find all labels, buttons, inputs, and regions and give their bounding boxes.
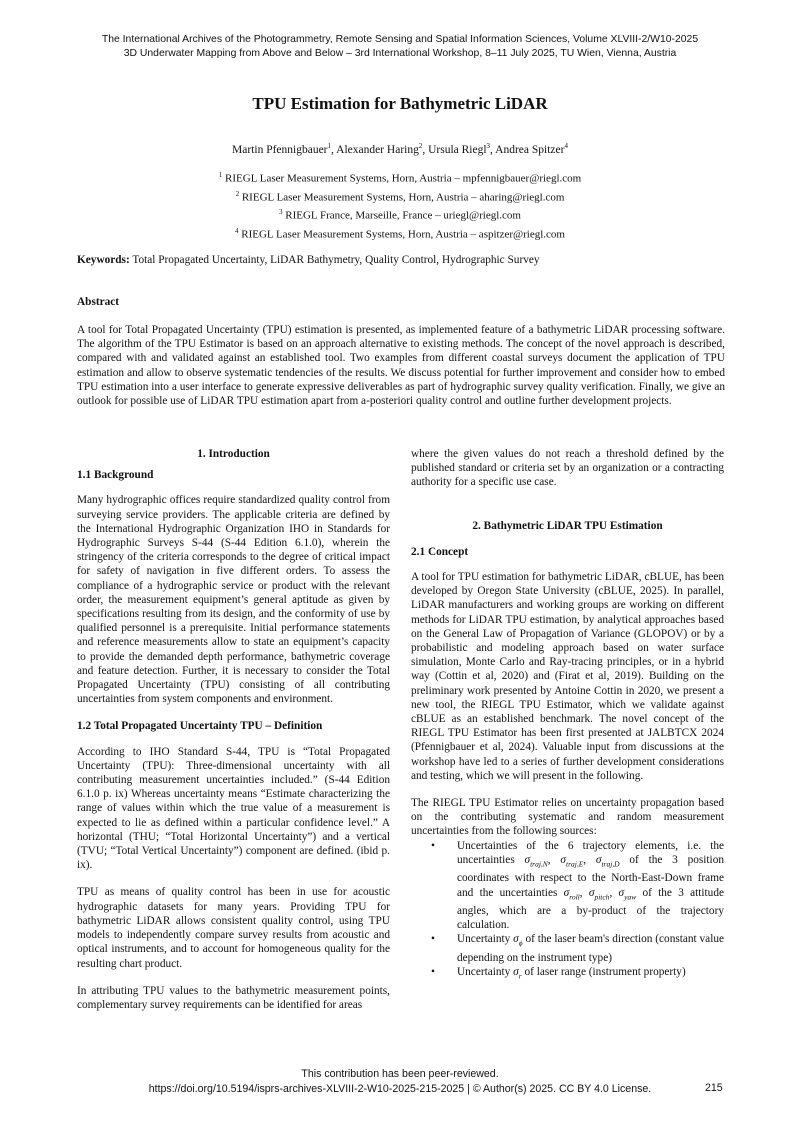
keywords-label: Keywords: — [77, 254, 130, 266]
author-sup: 1 — [327, 142, 332, 150]
header-line-2: 3D Underwater Mapping from Above and Below – 3rd International Workshop, 8–11 July 2025, TU Wien, Vienna, Austria — [123, 48, 677, 59]
bullet-text: Uncertainties of the 6 trajectory elements, i.e. the uncertainties — [457, 839, 724, 866]
keywords-text: Total Propagated Uncertainty, LiDAR Bathymetry, Quality Control, Hydrographic Survey — [132, 254, 540, 266]
subsection-heading-background: 1.1 Background — [77, 469, 154, 482]
affiliation-item — [0, 205, 800, 224]
author-list — [0, 142, 800, 156]
bullet-text: of the 3 position coordinates with respect to the North-East-Down frame and the uncertainties — [457, 853, 724, 899]
paragraph: TPU as means of quality control has been in use for acoustic hydrographic datasets for many years. Providing TPU for bathymetric LiDAR allows consistent quality control, using TPU models to independently compare survey results from acoustic and optical instruments, and to account for homogeneous quality for the resulting chart product. — [77, 886, 390, 970]
sigma-yaw: $\sigma_{yaw}$ — [618, 886, 637, 901]
author-name: Andrea Spitzer — [495, 143, 565, 156]
abstract-heading: Abstract — [77, 296, 120, 308]
sigma-phi: $\sigma_\phi$ — [513, 933, 523, 948]
author-name: Martin Pfennigbauer — [232, 143, 328, 156]
affiliation-sup: 4 — [234, 226, 239, 235]
author-sup: 3 — [486, 142, 491, 150]
bullet-text: Uncertainty — [457, 966, 511, 979]
left-column — [77, 447, 390, 1012]
bullet-trajectory-uncertainties: • Uncertainties of the 6 trajectory elements, i.e. the uncertainties $\sigma_{traj,N}$, $\sigma_{traj,E}$, $\sigma_{traj,D}$ of the 3 position coordinates with respect to the North-East-Down frame and the uncertainties $\sigma_{roll}$, $\sigma_{pitch}$, $\sigma_{yaw}$ of the 3 attitude angles, which are a by-product of the trajectory calculation. — [431, 839, 724, 932]
right-column — [411, 447, 724, 984]
running-header — [0, 33, 800, 61]
affiliation-text: RIEGL Laser Measurement Systems, Horn, Austria – mpfennigbauer@riegl.com — [225, 172, 582, 185]
author-sep: , — [331, 143, 337, 156]
subsection-heading-tpu-definition: 1.2 Total Propagated Uncertainty TPU – Definition — [77, 720, 323, 733]
abstract-text: A tool for Total Propagated Uncertainty (TPU) estimation is presented, as implemented feature of a bathymetric LiDAR processing software. The algorithm of the TPU Estimator is based on an approach alternative to existing methods. The concept of the novel approach is described, compared with and validated against an established tool. Two examples from different coastal surveys document the application of TPU estimation and allow to observe systematic tendencies of the results. We discuss potential for further improvement and consider how to embed TPU estimation into a user interface to generate expressive deliverables as part of hydrographic survey quality verification. Finally, we give an outlook for possible use of LiDAR TPU estimation apart from a-posteriori quality control and outline further development projects. — [77, 324, 725, 408]
paper-title: TPU Estimation for Bathymetric LiDAR — [252, 94, 548, 113]
sigma-traj-n: $\sigma_{traj,N}$ — [524, 853, 548, 869]
page-number: 215 — [705, 1082, 723, 1094]
doi-license-line: https://doi.org/10.5194/isprs-archives-XLVIII-2-W10-2025-215-2025 | © Author(s) 2025. CC BY 4.0 License. — [148, 1083, 652, 1095]
paragraph: In attributing TPU values to the bathymetric measurement points, complementary survey requirements can be identified for areas — [77, 984, 390, 1011]
bullet-icon: • — [431, 966, 435, 979]
sigma-roll: $\sigma_{roll}$ — [563, 886, 580, 901]
author-sep: , — [422, 143, 429, 156]
paragraph: Many hydrographic offices require standardized quality control from surveying service providers. The applicable criteria are defined by the International Hydrographic Organization IHO in Standards for Hydrographic Surveys S-44 (S-44 Edition 6.1.0), wherein the stringency of the criteria corresponds to the degree of critical impact for safety of navigation in five different orders. To assess the compliance of a hydrographic service or product with the relevant order, the measurement equipment’s general aptitude as given by specifications resulting from its design, and the conformity of use by qualified personnel is a prerequisite. Initial performance statements and reference measurements allow to state an equipment’s capacity to provide the demanded depth performance, bathymetric coverage and feature detection. Further, it is necessary to consider the Total Propagated Uncertainty (TPU) consisting of all contributing uncertainties from system components and environment. — [77, 494, 390, 706]
author-name: Ursula Riegl — [428, 143, 487, 156]
paragraph: A tool for TPU estimation for bathymetric LiDAR, cBLUE, has been developed by Oregon State University (cBLUE, 2025). In parallel, LiDAR manufacturers and working groups are working on different methods for LiDAR TPU estimation, by analytical approaches based on the General Law of Propagation of Variance (GLOPOV) or by a probabilistic and modeling approach based on water surface simulation, Monte Carlo and Ray-tracing principles, or in a hybrid way (Cottin et al, 2020) and (Firat et al, 2019). Building on the preliminary work presented by Antoine Cottin in 2020, we present a new tool, the RIEGL TPU Estimator, which we validate against cBLUE as an established benchmark. The novel concept of the RIEGL TPU Estimator has been first presented at JALBTCX 2024 (Pfennigbauer et al, 2024). Valuable input from discussions at the workshop have led to a series of further development considerations and testing, which we will present in the following. — [411, 571, 724, 782]
author-sup: 2 — [418, 142, 423, 150]
affiliation-list — [0, 168, 800, 243]
affiliation-text: RIEGL Laser Measurement Systems, Horn, Austria – aspitzer@riegl.com — [241, 228, 565, 241]
author-name: Alexander Haring — [336, 143, 419, 156]
bullet-text: of laser range (instrument property) — [524, 966, 686, 979]
peer-review-note: This contribution has been peer-reviewed. — [301, 1068, 499, 1080]
affiliation-sup: 1 — [218, 171, 223, 179]
affiliation-item — [0, 168, 800, 187]
paragraph: The RIEGL TPU Estimator relies on uncertainty propagation based on the contributing systematic and random measurement uncertainties from the following sources: — [411, 797, 724, 838]
bullet-text: Uncertainty — [457, 933, 511, 946]
author-sep: , — [490, 143, 496, 156]
affiliation-item — [0, 187, 800, 206]
affiliation-item — [0, 224, 800, 243]
sigma-traj-e: $\sigma_{traj,E}$ — [560, 853, 584, 869]
affiliation-sup: 3 — [278, 208, 283, 217]
affiliation-text: RIEGL Laser Measurement Systems, Horn, Austria – aharing@riegl.com — [241, 191, 565, 204]
sigma-r: $\sigma_r$ — [513, 966, 522, 981]
bullet-text: of the laser beam's direction (constant value depending on the instrument type) — [457, 933, 724, 964]
sigma-traj-d: $\sigma_{traj,D}$ — [595, 853, 620, 869]
keywords — [77, 254, 727, 266]
bullet-icon: • — [431, 839, 435, 852]
affiliation-text: RIEGL France, Marseille, France – uriegl@riegl.com — [285, 209, 521, 222]
bullet-beam-direction — [411, 932, 724, 965]
author-sup: 4 — [564, 142, 568, 150]
affiliation-sup: 2 — [235, 189, 240, 198]
bullet-laser-range — [411, 965, 724, 983]
header-line-1: The International Archives of the Photogrammetry, Remote Sensing and Spatial Information Sciences, Volume XLVIII-2/W10-2025 — [101, 34, 699, 45]
bullet-text: of the 3 attitude angles, which are a by-product of the trajectory calculation. — [457, 886, 724, 932]
section-heading-bathymetric-tpu: 2. Bathymetric LiDAR TPU Estimation — [472, 519, 663, 532]
page-footer — [0, 1067, 800, 1097]
sigma-pitch: $\sigma_{pitch}$ — [588, 886, 610, 901]
paragraph: where the given values do not reach a threshold defined by the published standard or criteria set by an organization or a contracting authority for a specific use case. — [411, 448, 724, 489]
paragraph: According to IHO Standard S-44, TPU is “Total Propagated Uncertainty (TPU): Three-dimensional uncertainty with all contributing measurement uncertainties included.” (S-44 Edition 6.1.0 p. ix) Whereas uncertainty means “Estimate characterizing the range of values within which the true value of a measurement is expected to lie as defined within a particular confidence level.” A horizontal (THU; “Total Horizontal Uncertainty”) and a vertical (TVU; “Total Vertical Uncertainty”) component are defined. (ibid p. ix). — [77, 745, 390, 872]
section-heading-introduction: 1. Introduction — [197, 448, 270, 460]
bullet-icon: • — [431, 933, 435, 946]
subsection-heading-concept: 2.1 Concept — [411, 545, 469, 558]
